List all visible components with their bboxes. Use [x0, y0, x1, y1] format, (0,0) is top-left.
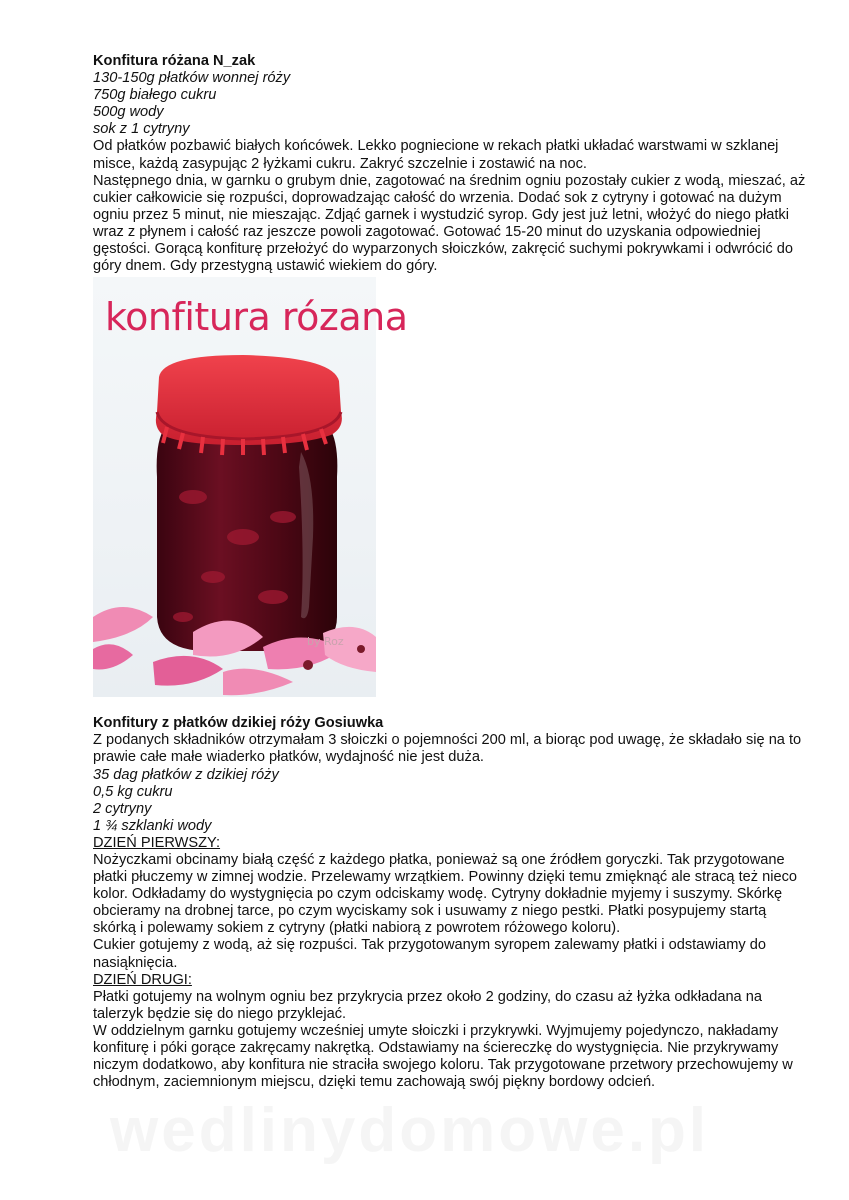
- recipe1-ingredient: 750g białego cukru: [93, 87, 217, 104]
- recipe2-ingredient: 0,5 kg cukru: [93, 783, 173, 800]
- recipe1-paragraph: Od płatków pozbawić białych końcówek. Lekko pogniecione w rekach płatki układać warstwami w szklanej misce, każdą zasypując 2 łyżkami cukru. Zakryć szczelnie i zostawić na noc.: [93, 138, 779, 172]
- day2-paragraph: Płatki gotujemy na wolnym ogniu bez przykrycia przez około 2 godziny, do czasu aż łyżka odkładana na talerzyk będzie się do niego przyklejać.: [93, 988, 762, 1022]
- document-page: [93, 53, 813, 1091]
- recipe1-title: Konfitura różana N_zak: [93, 53, 256, 69]
- recipe2-title: Konfitury z płatków dzikiej róży Gosiuwka: [93, 715, 384, 732]
- watermark: wedlinydomowe.pl: [110, 1096, 710, 1165]
- day2-heading: DZIEŃ DRUGI:: [93, 971, 192, 988]
- jam-jar-photo: [93, 277, 408, 697]
- recipe2-ingredient: 1 ¾ szklanki wody: [93, 817, 212, 834]
- recipe1-ingredient: sok z 1 cytryny: [93, 121, 190, 138]
- day1-paragraph: Nożyczkami obcinamy białą część z każdego płatka, ponieważ są one źródłem goryczki. Tak przygotowane płatki płuczemy w zimnej wodzie. Przelewamy wrzątkiem. Powinny dzięki temu zmięknąć ale stracą też nieco kolor. Odkładamy do wystygnięcia po czym odciskamy wodę. Cytryny dokładnie myjemy i suszymy. Skórkę obcieramy na drobnej tarce, po czym wyciskamy sok i usuwamy z niego pestki. Płatki posypujemy startą skórką i polewamy sokiem z cytryny (płatki nabiorą z powrotem różowego koloru).: [93, 851, 797, 937]
- recipe1-ingredient: 130-150g płatków wonnej róży: [93, 70, 291, 87]
- day2-paragraph: W oddzielnym garnku gotujemy wcześniej umyte słoiczki i przykrywki. Wyjmujemy pojedynczo, nakładamy konfiturę i póki gorące zakręcamy nakrętką. Odstawiamy na ściereczkę do wystygnięcia. Nie przykrywamy niczym dodatkowo, aby konfitura nie straciła swojego koloru. Tak przygotowane przetwory przechowujemy w chłodnym, zaciemnionym miejscu, dzięki temu zachowają swój piękny bordowy odcień.: [93, 1022, 793, 1091]
- jam-jar-illustration: [93, 277, 376, 697]
- recipe2-ingredient: 35 dag płatków z dzikiej róży: [93, 766, 279, 783]
- recipe1-ingredient: 500g wody: [93, 104, 164, 121]
- recipe2-ingredient: 2 cytryny: [93, 800, 152, 817]
- photo-signature: by Roz: [307, 635, 344, 649]
- day1-paragraph: Cukier gotujemy z wodą, aż się rozpuści. Tak przygotowanym syropem zalewamy płatki i odstawiamy do nasiąknięcia.: [93, 937, 766, 971]
- day1-heading: DZIEŃ PIERWSZY:: [93, 834, 221, 851]
- recipe1-paragraph: Następnego dnia, w garnku o grubym dnie, zagotować na średnim ogniu pozostały cukier z wodą, mieszać, aż cukier całkowicie się rozpuści, doprowadzając całość do wrzenia. Dodać sok z cytryny i gotować na dużym ogniu przez 5 minut, nie mieszając. Zdjąć garnek i wystudzić syrop. Gdy jest już letni, włożyć do niego płatki wraz z płynem i całość raz jeszcze powoli zagotować. Gotować 15-20 minut do uzyskania odpowiedniej gęstości. Gorącą konfiturę przełożyć do wyparzonych słoiczków, zakręcić suchymi pokrywkami i odwrócić do góry dnem. Gdy przestygną ustawić wiekiem do góry.: [93, 172, 806, 275]
- photo-caption: konfitura rózana: [105, 295, 408, 340]
- recipe2-intro: Z podanych składników otrzymałam 3 słoiczki o pojemności 200 ml, a biorąc pod uwagę, że składało się na to prawie całe małe wiaderko płatków, wydajność nie jest duża.: [93, 732, 802, 766]
